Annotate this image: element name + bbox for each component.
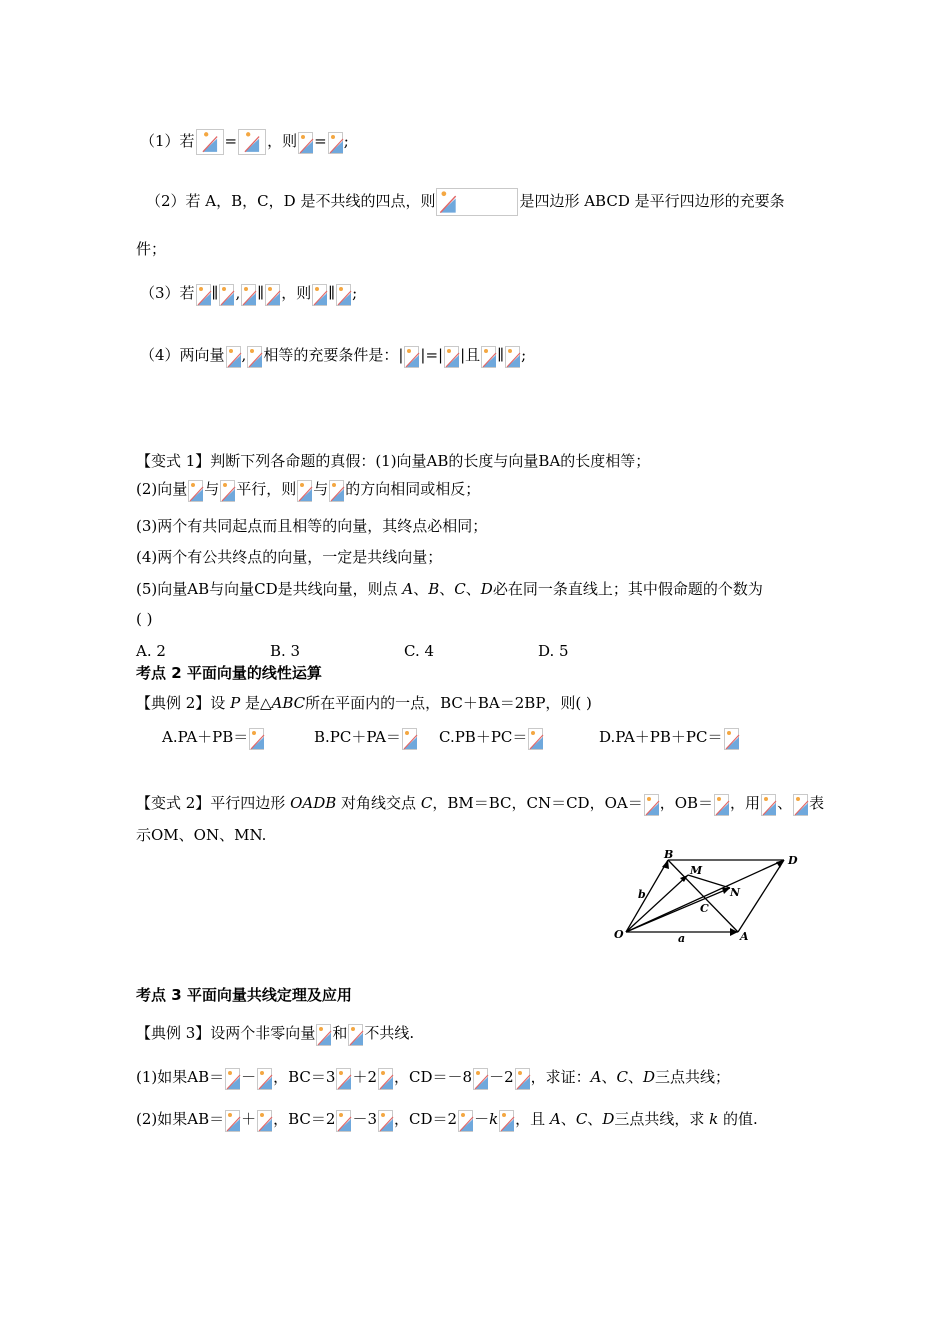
q4-label: （4）两向量	[140, 346, 225, 364]
broken-image-icon	[714, 794, 729, 816]
k2-exmid: 是△	[240, 694, 272, 712]
broken-image-icon	[219, 284, 234, 306]
broken-image-icon	[336, 284, 351, 306]
k3-p2f: －	[474, 1110, 490, 1128]
sep: 、	[413, 580, 429, 598]
v2-i: 表	[809, 794, 825, 812]
k3-p2b: ＋	[241, 1110, 257, 1128]
v2-text2: 示OM、ON、MN.	[136, 826, 267, 844]
k3-title: 考点 3 平面向量共线定理及应用	[136, 986, 352, 1004]
choice-a: A. 2	[136, 642, 166, 660]
k3-and: 和	[332, 1024, 348, 1042]
v2-line2	[136, 822, 266, 848]
q4-line	[140, 342, 526, 368]
v2-c: 对角线交点	[336, 794, 421, 812]
q1-eq2: =	[314, 132, 327, 150]
v2-e: ，BM＝BC，CN＝CD，OA＝	[432, 794, 643, 812]
k3-p1m: 三点共线；	[655, 1068, 731, 1086]
q2-tail2: 件；	[136, 240, 167, 258]
parallel-symbol: ∥	[497, 346, 505, 364]
sep: 、	[587, 1110, 603, 1128]
v1-line5	[136, 576, 763, 602]
label-vec-b: b	[638, 888, 646, 901]
answer-bracket: ( )	[136, 610, 153, 628]
broken-image-icon	[225, 1068, 240, 1090]
v1-text1: 【变式 1】判断下列各命题的真假：(1)向量AB的长度与向量BA的长度相等；	[136, 452, 651, 470]
k3-p1f: －2	[489, 1068, 514, 1086]
q1-tail: ;	[343, 132, 349, 150]
parallel-symbol: ∥	[257, 284, 265, 302]
option-b: B.PC＋PA＝	[314, 728, 401, 746]
broken-image-icon	[724, 728, 739, 750]
choice-c: C. 4	[404, 642, 435, 660]
arrowhead	[776, 860, 784, 868]
label-m: M	[690, 864, 703, 877]
q2-tail: 是四边形 ABCD 是平行四边形的充要条	[519, 192, 785, 210]
broken-image-icon	[226, 346, 241, 368]
k3-p2d: －3	[352, 1110, 377, 1128]
sep: 、	[465, 580, 481, 598]
k3-ex: 【典例 3】设两个非零向量	[136, 1024, 316, 1042]
choice-b: B. 3	[270, 642, 301, 660]
broken-image-icon	[196, 284, 211, 306]
v2-line1	[136, 790, 824, 816]
k3-p2c: ，BC＝2	[273, 1110, 336, 1128]
label-vec-a: a	[678, 932, 686, 944]
label-c: C	[700, 902, 709, 915]
v1-line1	[136, 448, 650, 474]
broken-image-icon	[499, 1110, 514, 1132]
v1-l5a: (5)向量AB与向量CD是共线向量，则点	[136, 580, 403, 598]
broken-image-icon	[328, 132, 343, 154]
broken-image-icon	[444, 346, 459, 368]
parallelogram-name: OADB	[290, 794, 337, 812]
q1-line	[140, 128, 349, 155]
k3-example	[136, 1020, 414, 1046]
point-c: C	[575, 1110, 588, 1128]
q3-tail: ;	[352, 284, 358, 302]
q1-label: （1）若	[140, 132, 195, 150]
option-a: A.PA＋PB＝	[162, 728, 249, 746]
option-d: D.PA＋PB＋PC＝	[599, 728, 723, 746]
q2-line2	[136, 236, 166, 262]
k3-p1e: ，CD＝－8	[394, 1068, 473, 1086]
k3-part2	[136, 1106, 758, 1132]
broken-image-icon	[761, 794, 776, 816]
v1-line3	[136, 513, 487, 539]
broken-image-icon	[265, 284, 280, 306]
k2-example	[136, 690, 592, 716]
choice-d: D. 5	[538, 642, 569, 660]
abs-bar: |	[398, 346, 404, 364]
edge-ob	[626, 860, 668, 932]
broken-image-icon	[473, 1068, 488, 1090]
q3-label: （3）若	[140, 284, 195, 302]
broken-image-icon	[436, 188, 518, 216]
k3-p1c: ，BC＝3	[273, 1068, 336, 1086]
broken-image-icon	[257, 1068, 272, 1090]
point-c: C	[454, 580, 466, 598]
label-a: A	[740, 930, 749, 943]
point-d: D	[642, 1068, 656, 1086]
broken-image-icon	[188, 480, 203, 502]
broken-image-icon	[298, 132, 313, 154]
parallelogram-figure	[612, 848, 812, 944]
broken-image-icon	[336, 1110, 351, 1132]
point-a: A	[549, 1110, 561, 1128]
parallel-symbol: ∥	[328, 284, 336, 302]
label-d: D	[788, 854, 798, 867]
label-n: N	[730, 886, 741, 899]
arrowhead	[722, 888, 730, 894]
broken-image-icon	[378, 1110, 393, 1132]
k2-ex: 【典例 2】设	[136, 694, 231, 712]
k3-p1g: ，求证：	[530, 1068, 591, 1086]
q3-line	[140, 280, 357, 306]
broken-image-icon	[312, 284, 327, 306]
point-d: D	[480, 580, 493, 598]
broken-image-icon	[220, 480, 235, 502]
k2-title: 考点 2 平面向量的线性运算	[136, 664, 322, 682]
q4-mid: 相等的充要条件是：	[263, 346, 399, 364]
v1-l2a: (2)向量	[136, 480, 188, 498]
arrowhead	[730, 928, 738, 936]
var-k: k	[709, 1110, 719, 1128]
broken-image-icon	[336, 1068, 351, 1090]
point-c: C	[616, 1068, 628, 1086]
sep: 、	[627, 1068, 643, 1086]
broken-image-icon	[329, 480, 344, 502]
v1-line2	[136, 476, 480, 502]
q2-line	[146, 188, 785, 216]
v1-l2e: 的方向相同或相反；	[345, 480, 481, 498]
v1-text3: (3)两个有共同起点而且相等的向量，其终点必相同；	[136, 517, 488, 535]
v1-l2b: 与	[204, 480, 220, 498]
var-k: k	[489, 1110, 499, 1128]
triangle-abc: ABC	[271, 694, 306, 712]
comma: ,	[235, 284, 241, 302]
comma: ,	[241, 346, 247, 364]
broken-image-icon	[505, 346, 520, 368]
broken-image-icon	[481, 346, 496, 368]
k3-p2e: ，CD＝2	[394, 1110, 458, 1128]
v1-line4	[136, 544, 442, 570]
label-o: O	[614, 928, 624, 941]
parallel-symbol: ∥	[211, 284, 219, 302]
q4-and: 且	[465, 346, 481, 364]
q4-tail: ;	[521, 346, 527, 364]
k3-part1	[136, 1064, 730, 1090]
broken-image-icon	[249, 728, 264, 750]
eq: =	[425, 346, 439, 364]
k3-p2p: 的值.	[718, 1110, 758, 1128]
point-b: B	[428, 580, 440, 598]
broken-image-icon	[528, 728, 543, 750]
sep: 、	[439, 580, 455, 598]
broken-image-icon	[793, 794, 808, 816]
broken-image-icon	[241, 284, 256, 306]
broken-image-icon	[348, 1024, 363, 1046]
k2-extail: 所在平面内的一点，BC＋BA＝2BP，则( )	[305, 694, 592, 712]
broken-image-icon	[238, 129, 266, 155]
sep: 、	[601, 1068, 617, 1086]
option-c: C.PB＋PC＝	[439, 728, 528, 746]
v1-l2d: 与	[313, 480, 329, 498]
sep: 、	[560, 1110, 576, 1128]
k2-options	[162, 724, 740, 750]
diagonal-ba	[668, 860, 738, 932]
label-b: B	[664, 848, 674, 861]
q1-eq: =	[224, 132, 238, 150]
broken-image-icon	[247, 346, 262, 368]
abs-bar: |	[420, 346, 426, 364]
k3-p1a: (1)如果AB＝	[136, 1068, 225, 1086]
v1-line6	[136, 606, 152, 632]
q2-label: （2）若 A，B，C，D 是不共线的四点，则	[146, 192, 436, 210]
k3-p1b: －	[241, 1068, 257, 1086]
broken-image-icon	[378, 1068, 393, 1090]
broken-image-icon	[316, 1024, 331, 1046]
v2-g: ，用	[730, 794, 761, 812]
v2-a: 【变式 2】平行四边形	[136, 794, 291, 812]
broken-image-icon	[225, 1110, 240, 1132]
broken-image-icon	[257, 1110, 272, 1132]
k3-p2n: 三点共线，求	[614, 1110, 710, 1128]
broken-image-icon	[458, 1110, 473, 1132]
v1-l2c: 平行，则	[236, 480, 297, 498]
v1-text4: (4)两个有公共终点的向量，一定是共线向量；	[136, 548, 443, 566]
point-d: D	[602, 1110, 615, 1128]
v1-l5i: 必在同一条直线上；其中假命题的个数为	[492, 580, 763, 598]
point-p: P	[230, 694, 241, 712]
broken-image-icon	[297, 480, 312, 502]
v2-h: 、	[777, 794, 793, 812]
k3-p2h: ，且	[515, 1110, 550, 1128]
v2-f: ，OB＝	[659, 794, 714, 812]
q1-then: ，则	[267, 132, 298, 150]
broken-image-icon	[196, 129, 224, 155]
abs-bar: |	[460, 346, 466, 364]
segment-om	[626, 875, 688, 932]
k3-p1d: ＋2	[352, 1068, 377, 1086]
broken-image-icon	[644, 794, 659, 816]
point-a: A	[402, 580, 414, 598]
broken-image-icon	[515, 1068, 530, 1090]
broken-image-icon	[402, 728, 417, 750]
point-a: A	[590, 1068, 602, 1086]
broken-image-icon	[404, 346, 419, 368]
k3-tail: 不共线.	[364, 1024, 415, 1042]
q3-then: ，则	[281, 284, 312, 302]
point-c: C	[420, 794, 433, 812]
abs-bar: |	[438, 346, 444, 364]
k3-p2a: (2)如果AB＝	[136, 1110, 225, 1128]
